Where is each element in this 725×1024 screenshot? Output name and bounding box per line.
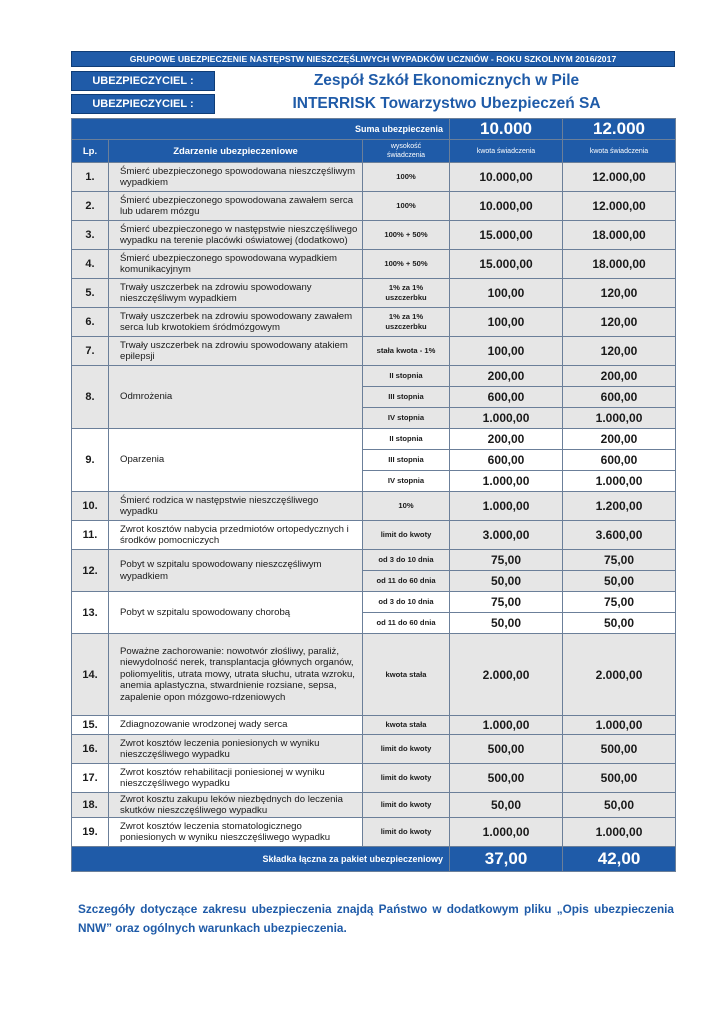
amount-2: 75,00	[563, 550, 676, 571]
benefit-level: od 3 do 10 dnia	[363, 592, 450, 613]
amount-1: 1.000,00	[450, 471, 563, 492]
amount-1: 15.000,00	[450, 221, 563, 250]
event-description: Śmierć ubezpieczonego spowodowana nieszczęśliwym wypadkiem	[109, 163, 363, 192]
table-row	[72, 492, 676, 521]
benefit-level: 100% + 50%	[363, 250, 450, 279]
insurer-label-1: UBEZPIECZYCIEL :	[71, 71, 215, 91]
amount-2: 50,00	[563, 613, 676, 634]
table-row	[72, 221, 676, 250]
row-number: 3.	[72, 221, 109, 250]
table-row	[72, 634, 676, 716]
row-number: 19.	[72, 818, 109, 847]
event-description: Zdiagnozowanie wrodzonej wady serca	[109, 716, 363, 735]
row-number: 13.	[72, 592, 109, 634]
footer-note: Szczegóły dotyczące zakresu ubezpieczenia znajdą Państwo w dodatkowym pliku „Opis ubezpieczenia NNW” oraz ogólnych warunkach ubezpieczenia.	[78, 902, 674, 935]
total-premium-label: Składka łączna za pakiet ubezpieczeniowy	[72, 847, 450, 872]
amount-1: 50,00	[450, 571, 563, 592]
benefit-level: limit do kwoty	[363, 764, 450, 793]
event-description: Zwrot kosztu zakupu leków niezbędnych do leczenia skutków nieszczęśliwego wypadku	[109, 793, 363, 818]
insurer-label-2: UBEZPIECZYCIEL :	[71, 94, 215, 114]
table-row	[72, 192, 676, 221]
amount-2: 500,00	[563, 764, 676, 793]
amount-1: 1.000,00	[450, 492, 563, 521]
amount-2: 200,00	[563, 429, 676, 450]
sum-insured-label: Suma ubezpieczenia	[72, 119, 450, 140]
amount-2: 1.000,00	[563, 471, 676, 492]
amount-1: 15.000,00	[450, 250, 563, 279]
amount-1: 10.000,00	[450, 163, 563, 192]
amount-2: 50,00	[563, 793, 676, 818]
amount-1: 10.000,00	[450, 192, 563, 221]
table-row	[72, 592, 676, 613]
event-description: Oparzenia	[109, 429, 363, 492]
amount-1: 1.000,00	[450, 408, 563, 429]
table-row	[72, 429, 676, 450]
amount-1: 100,00	[450, 279, 563, 308]
document-banner: GRUPOWE UBEZPIECZENIE NASTĘPSTW NIESZCZĘŚLIWYCH WYPADKÓW UCZNIÓW - ROKU SZKOLNYM 2016/2017	[71, 51, 675, 67]
amount-1: 50,00	[450, 613, 563, 634]
total-premium-row	[72, 847, 676, 872]
row-number: 4.	[72, 250, 109, 279]
row-number: 7.	[72, 337, 109, 366]
amount-1: 100,00	[450, 337, 563, 366]
benefit-level: limit do kwoty	[363, 818, 450, 847]
benefit-level: limit do kwoty	[363, 521, 450, 550]
amount-2: 600,00	[563, 450, 676, 471]
event-description: Zwrot kosztów leczenia poniesionych w wyniku nieszczęśliwego wypadku	[109, 735, 363, 764]
event-description: Poważne zachorowanie: nowotwór złośliwy, paraliż, niewydolność nerek, transplantacja głównych organów, poliomyelitis, utrata mowy, utrata słuchu, utrata wzroku, anemia aplastyczna, stwardnienie rozsiane, sepsa, zapalenie opon mózgowo-rdzeniowych	[109, 634, 363, 716]
col-header-amount-2: kwota świadczenia	[563, 140, 676, 163]
table-row	[72, 818, 676, 847]
benefit-level: od 3 do 10 dnia	[363, 550, 450, 571]
benefit-level: 100%	[363, 192, 450, 221]
benefit-level: kwota stała	[363, 716, 450, 735]
total-premium-value-1: 37,00	[450, 847, 563, 872]
event-description: Pobyt w szpitalu spowodowany chorobą	[109, 592, 363, 634]
amount-1: 2.000,00	[450, 634, 563, 716]
total-premium-value-2: 42,00	[563, 847, 676, 872]
amount-1: 75,00	[450, 550, 563, 571]
amount-2: 12.000,00	[563, 163, 676, 192]
table-row	[72, 337, 676, 366]
table-row	[72, 308, 676, 337]
table-row	[72, 521, 676, 550]
event-description: Odmrożenia	[109, 366, 363, 429]
col-header-height	[363, 140, 450, 163]
table-row	[72, 163, 676, 192]
sum-insured-row	[72, 119, 676, 140]
benefit-level: IV stopnia	[363, 408, 450, 429]
amount-1: 200,00	[450, 429, 563, 450]
benefit-level: III stopnia	[363, 450, 450, 471]
row-number: 2.	[72, 192, 109, 221]
row-number: 17.	[72, 764, 109, 793]
event-description: Śmierć ubezpieczonego w następstwie nieszczęśliwego wypadku na terenie placówki oświatowej (dodatkowo)	[109, 221, 363, 250]
table-row	[72, 279, 676, 308]
table-row	[72, 716, 676, 735]
amount-2: 120,00	[563, 279, 676, 308]
amount-2: 75,00	[563, 592, 676, 613]
benefit-level: 100% + 50%	[363, 221, 450, 250]
row-number: 5.	[72, 279, 109, 308]
benefit-level	[363, 279, 450, 308]
amount-1: 500,00	[450, 735, 563, 764]
benefit-level: II stopnia	[363, 429, 450, 450]
event-description: Zwrot kosztów leczenia stomatologicznego poniesionych w wyniku nieszczęśliwego wypadku	[109, 818, 363, 847]
amount-1: 600,00	[450, 387, 563, 408]
amount-1: 100,00	[450, 308, 563, 337]
table-row	[72, 550, 676, 571]
table-row	[72, 793, 676, 818]
amount-2: 500,00	[563, 735, 676, 764]
benefit-level: limit do kwoty	[363, 793, 450, 818]
benefit-level	[363, 308, 450, 337]
benefit-level: od 11 do 60 dnia	[363, 613, 450, 634]
benefit-level: 100%	[363, 163, 450, 192]
amount-1: 1.000,00	[450, 716, 563, 735]
table-row	[72, 250, 676, 279]
row-number: 6.	[72, 308, 109, 337]
amount-1: 3.000,00	[450, 521, 563, 550]
row-number: 11.	[72, 521, 109, 550]
amount-2: 1.200,00	[563, 492, 676, 521]
table-row	[72, 764, 676, 793]
amount-2: 18.000,00	[563, 250, 676, 279]
benefit-level: 10%	[363, 492, 450, 521]
amount-2: 18.000,00	[563, 221, 676, 250]
sum-insured-value-1: 10.000	[450, 119, 563, 140]
amount-2: 120,00	[563, 337, 676, 366]
school-name: Zespół Szkół Ekonomicznych w Pile	[313, 72, 580, 89]
amount-2: 1.000,00	[563, 818, 676, 847]
sum-insured-value-2: 12.000	[563, 119, 676, 140]
amount-2: 200,00	[563, 366, 676, 387]
row-number: 1.	[72, 163, 109, 192]
benefit-level-line: uszczerbku	[385, 322, 427, 331]
amount-2: 50,00	[563, 571, 676, 592]
benefit-level: III stopnia	[363, 387, 450, 408]
row-number: 12.	[72, 550, 109, 592]
row-number: 16.	[72, 735, 109, 764]
event-description: Śmierć ubezpieczonego spowodowana zawałem serca lub udarem mózgu	[109, 192, 363, 221]
row-number: 9.	[72, 429, 109, 492]
event-description: Zwrot kosztów rehabilitacji poniesionej w wyniku nieszczęśliwego wypadku	[109, 764, 363, 793]
amount-1: 50,00	[450, 793, 563, 818]
table-row	[72, 366, 676, 387]
event-description: Śmierć rodzica w następstwie nieszczęśliwego wypadku	[109, 492, 363, 521]
event-description: Trwały uszczerbek na zdrowiu spowodowany zawałem serca lub krwotokiem śródmózgowym	[109, 308, 363, 337]
amount-1: 500,00	[450, 764, 563, 793]
amount-1: 200,00	[450, 366, 563, 387]
benefit-level: II stopnia	[363, 366, 450, 387]
benefit-level: limit do kwoty	[363, 735, 450, 764]
amount-2: 12.000,00	[563, 192, 676, 221]
amount-2: 3.600,00	[563, 521, 676, 550]
col-header-amount-1: kwota świadczenia	[450, 140, 563, 163]
col-header-height-line2: świadczenia	[386, 152, 426, 159]
amount-2: 1.000,00	[563, 716, 676, 735]
event-description: Pobyt w szpitalu spowodowany nieszczęśliwym wypadkiem	[109, 550, 363, 592]
row-number: 18.	[72, 793, 109, 818]
col-header-lp: Lp.	[72, 140, 109, 163]
benefit-level-line: 1% za 1%	[388, 312, 424, 321]
amount-1: 600,00	[450, 450, 563, 471]
amount-2: 1.000,00	[563, 408, 676, 429]
amount-2: 2.000,00	[563, 634, 676, 716]
amount-1: 75,00	[450, 592, 563, 613]
amount-2: 600,00	[563, 387, 676, 408]
row-number: 15.	[72, 716, 109, 735]
insurer-name: INTERRISK Towarzystwo Ubezpieczeń SA	[292, 95, 601, 112]
event-description: Zwrot kosztów nabycia przedmiotów ortopedycznych i środków pomocniczych	[109, 521, 363, 550]
benefit-level-line: 1% za 1%	[388, 283, 424, 292]
benefit-level: kwota stała	[363, 634, 450, 716]
benefits-table	[71, 118, 676, 872]
event-description: Śmierć ubezpieczonego spowodowana wypadkiem komunikacyjnym	[109, 250, 363, 279]
event-description: Trwały uszczerbek na zdrowiu spowodowany atakiem epilepsji	[109, 337, 363, 366]
col-header-height-line1: wysokość	[390, 143, 422, 150]
table-row	[72, 735, 676, 764]
amount-2: 120,00	[563, 308, 676, 337]
benefit-level-line: uszczerbku	[385, 293, 427, 302]
amount-1: 1.000,00	[450, 818, 563, 847]
row-number: 10.	[72, 492, 109, 521]
col-header-event: Zdarzenie ubezpieczeniowe	[109, 140, 363, 163]
benefit-level: od 11 do 60 dnia	[363, 571, 450, 592]
benefit-level: stała kwota - 1%	[363, 337, 450, 366]
benefit-level: IV stopnia	[363, 471, 450, 492]
row-number: 8.	[72, 366, 109, 429]
event-description: Trwały uszczerbek na zdrowiu spowodowany nieszczęśliwym wypadkiem	[109, 279, 363, 308]
column-header-row	[72, 140, 676, 163]
row-number: 14.	[72, 634, 109, 716]
